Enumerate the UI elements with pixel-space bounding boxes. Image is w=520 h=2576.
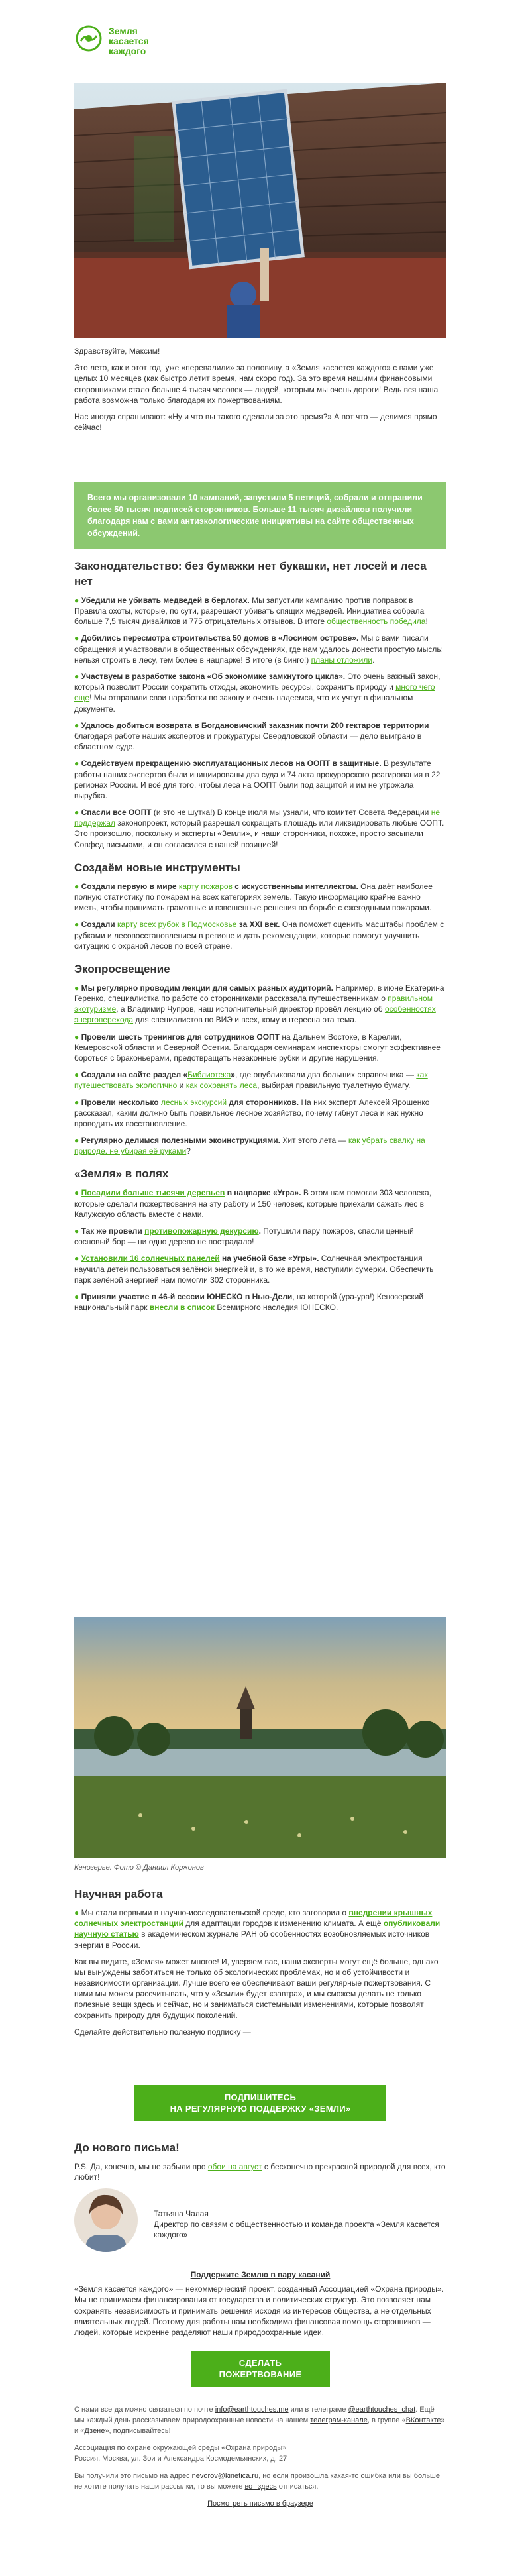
link-telegram-channel[interactable]: телеграм-канале <box>310 2416 368 2424</box>
ps-paragraph: P.S. Да, конечно, мы не забыли про обои на август с бесконечно прекрасной природой для всех, кто любит! <box>74 2161 446 2182</box>
association-address: Россия, Москва, ул. Зои и Александра Космодемьянских, д. 27 <box>74 2454 287 2463</box>
association-name: Ассоциация по охране окружающей среды «Охрана природы» <box>74 2443 287 2452</box>
link-unesco-list[interactable]: внесли в список <box>149 1303 215 1313</box>
link-dzen[interactable]: Дзене <box>84 2426 105 2435</box>
link-public-won[interactable]: общественность победила <box>327 617 426 627</box>
summary-highlight: Всего мы организовали 10 кампаний, запустили 5 петиций, собрали и отправили более 50 тысяч подписей сторонников. Больше 11 тысяч дизайлков получили благодаря нам с вами антиэкологические инициативы на сайте общественных обсуждений. <box>74 482 446 549</box>
link-eco-travel[interactable]: как путешествовать экологично <box>74 1070 428 1091</box>
link-forest-tours[interactable]: лесных экскурсий <box>160 1097 227 1107</box>
intro-question: Нас иногда спрашивают: «Ну и что вы такого сделали за это время?» А вот что — делимся прямо сейчас! <box>74 411 437 433</box>
subscribe-button[interactable]: ПОДПИШИТЕСЬ НА РЕГУЛЯРНУЮ ПОДДЕРЖКУ «ЗЕМЛИ» <box>134 2085 386 2121</box>
photo-caption: Кенозерье. Фото © Даниил Коржонов <box>74 1864 204 1872</box>
list-item: ● Убедили не убивать медведей в берлогах. Мы запустили кампанию против поправок в Правила охоты, которые, по сути, разрешают убивать спящих медведей. Инициатива собрала больше 7,5 тысяч дизайлков и 775 отрицательных отзывов. В итоге общественность победила! <box>74 595 428 627</box>
link-unsubscribe[interactable]: вот здесь <box>244 2482 277 2491</box>
subscribe-prompt: Сделайте действительно полезную подписку — <box>74 2027 251 2037</box>
avatar <box>74 2188 138 2252</box>
section-title-tools: Создаём новые инструменты <box>74 861 240 874</box>
section-title-field: «Земля» в полях <box>74 1167 169 1181</box>
link-science-article[interactable]: опубликовали научную статью <box>74 1919 441 1939</box>
list-item: ● Участвуем в разработке закона «Об экономике замкнутого цикла». Это очень важный закон, который позволит России сократить отходы, экономить ресурсы, сохранить природу и много чего еще! Мы отправили свои наработки по закону и очень надеемся, что их учтут в финальном документе. <box>74 672 441 714</box>
link-ecotourism[interactable]: правильном экотуризме <box>74 994 433 1014</box>
link-logging-map[interactable]: карту всех рубок в Подмосковье <box>117 920 237 930</box>
list-item: ● Создали на сайте раздел «Библиотека», где опубликовали два больших справочника — как путешествовать экологично и как сохранять леса, выбирая правильную туалетную бумагу. <box>74 1070 428 1091</box>
link-energy-transition[interactable]: особенностях энергоперехода <box>74 1004 436 1025</box>
earth-hand-logo-icon <box>74 24 103 53</box>
kenozerye-landscape-image <box>74 1617 446 1858</box>
link-much-more[interactable]: много чего еще <box>74 682 435 703</box>
list-item: ● Создали карту всех рубок в Подмосковье за XXI век. Она поможет оценить масштабы проблем с рубками и лесовосстановлением в регионе и дать рекомендации, которые помогут улучшить ситуацию с охраной лесов по всей стране. <box>74 920 444 951</box>
link-fire-expedition[interactable]: противопожарную декурсию <box>144 1226 259 1236</box>
list-item: ● Приняли участие в 46-й сессии ЮНЕСКО в Нью-Дели, на которой (ура-ура!) Кенозерский национальный парк внесли в список Всемирного наследия ЮНЕСКО. <box>74 1291 424 1313</box>
donate-button[interactable]: СДЕЛАТЬ ПОЖЕРТВОВАНИЕ <box>191 2351 330 2387</box>
link-plans-postponed[interactable]: планы отложили <box>311 655 373 665</box>
signature-name: Татьяна Чалая <box>154 2209 209 2218</box>
link-library[interactable]: Библиотека <box>187 1070 231 1080</box>
email-container <box>74 0 446 2576</box>
greeting: Здравствуйте, Максим! <box>74 347 160 356</box>
intro-paragraph: Это лето, как и этот год, уже «перевалили» за половину, а «Земля касается каждого» с вами уже целых 10 месяцев (как быстро летит время, нам скоро год). За это время нашими финансовыми сторонниками стало больше 4 тысяч человек — людей, которым мы очень дороги! Ведь вся наша работа возможна только благодаря их пожертвованиям. <box>74 363 439 405</box>
brand-logo[interactable] <box>74 20 233 60</box>
link-wallpapers[interactable]: обои на август <box>207 2161 262 2171</box>
footer: С нами всегда можно связаться по почте info@earthtouches.me или в телеграме @earthtouches_chat. Ещё мы каждый день рассказываем природоохранные новости на нашем телеграм-канале, в группе «ВКонтакте» и «Дзене», подписывайтесь! Ассоциация по охране окружающей среды «Охрана природы» Россия, Москва, ул. Зои и Александра Космодемьянских, д. 27 Вы получили это письмо на адрес nevorov@kinetica.ru, но если произошла какая-то ошибка или вы больше не хотите получать наши рассылки, то вы можете вот здесь отписаться. Посмотреть письмо в браузере <box>74 2405 446 2510</box>
link-fire-map[interactable]: карту пожаров <box>178 881 233 891</box>
list-item: ● Мы стали первыми в научно-исследовательской среде, кто заговорил о внедрении крышных солнечных электростанций для адаптации городов к изменению климата. А ещё опубликовали научную статью в академическом журнале РАН об особенностях возобновляемых источников энергии в России. <box>74 1907 441 1950</box>
link-rooftop-solar[interactable]: внедрении крышных солнечных электростанций <box>74 1907 433 1929</box>
link-remove-dump[interactable]: как убрать свалку на природе, не убирая её руками <box>74 1136 425 1156</box>
hero-solar-panel-image <box>74 83 446 338</box>
link-view-in-browser[interactable]: Посмотреть письмо в браузере <box>207 2499 313 2508</box>
list-item: ● Создали первую в мире карту пожаров с искусственным интеллектом. Она даёт наиболее полную статистику по пожарам на всех категориях земель. Такую информацию крайне важно иметь, чтобы принимать грамотные и взвешенные решения по борьбе с ежегодными пожарами. <box>74 881 433 913</box>
list-item: ● Мы регулярно проводим лекции для самых разных аудиторий. Например, в июне Екатерина Геренко, специалистка по работе со сторонниками рассказала путешественникам о правильном экотуризме, а Владимир Чупров, наш исполнительный директор провёл лекцию об особенностях энергоперехода для специалистов по ВИЭ и всех, кому интересна эта тема. <box>74 983 444 1025</box>
signature-role: Директор по связям с общественностью и команда проекта «Земля касается каждого» <box>154 2220 439 2240</box>
section-title-education: Экопросвещение <box>74 962 170 975</box>
list-item: ● Добились пересмотра строительства 50 домов в «Лосином острове». Мы с вами писали обращения и участвовали в общественных обсуждениях, где нам удалось донести простую мысль: нельзя строить в лесу, тем более в нацпарке! В итоге (в бинго!) планы отложили. <box>74 633 444 665</box>
link-solar-panels[interactable]: Установили 16 солнечных панелей <box>81 1254 220 1263</box>
list-item: ● Содействуем прекращению эксплуатационных лесов на ООПТ в защитные. В результате работы наших экспертов были инициированы два суда и 74 акта прокурорского реагирования в 22 регионах России. И всё для того, чтобы леса на ООПТ были под защитой и им не угрожала вырубка. <box>74 759 441 800</box>
link-trees-planted[interactable]: Посадили больше тысячи деревьев <box>81 1188 225 1198</box>
list-item: ● Провели шесть тренингов для сотрудников ООПТ на Дальнем Востоке, в Карелии, Кемеровской области и Северной Осетии. Благодаря семинарам инспекторы смогут эффективнее бороться с браконьерами, предотвращать незаконные рубки и другие нарушения. <box>74 1032 441 1063</box>
list-item: ● Удалось добиться возврата в Богдановичский заказник почти 200 гектаров территории благодаря работе наших экспертов и прокуратуры Свердловской области — дело выиграно в областном суде. <box>74 720 429 752</box>
list-item: ● Так же провели противопожарную декурсию. Потушили пару пожаров, спасли ценный сосновый бор — ни одно дерево не пострадало! <box>74 1226 414 1247</box>
list-item: ● Спасли все ООПТ (и это не шутка!) В конце июля мы узнали, что комитет Совета Федерации не поддержал законопроект, который разрешал сокращать площадь или ликвидировать любые ООПТ. Это произошло, поскольку и эксперты «Земли», и наши сторонники, похоже, просто засыпали Совфед письмами, и он согласился с нашей позицией! <box>74 808 444 849</box>
link-support-earth[interactable]: Поддержите Землю в пару касаний <box>190 2270 331 2279</box>
list-item: ● Посадили больше тысячи деревьев в нацпарке «Угра». В этом нам помогли 303 человека, которые сделали пожертвования на эту работу и 150 человек, которые приехали сажать лес в Калужскую область вместе с нами. <box>74 1188 431 1219</box>
section-title-science: Научная работа <box>74 1888 163 1900</box>
appeal-paragraph: Как вы видите, «Земля» может многое! И, уверяем вас, наши эксперты могут ещё больше, однако мы вынуждены заботиться не только об экологических проблемах, но и об устойчивости и независимости организации. Лучше всего ее обеспечивают ваши регулярные пожертвования. С ними мы можем рассчитывать, что у «Земли» будет «завтра», и мы сможем делать не только полезные вещи здесь и сейчас, но и заниматься системными изменениями, которые позволят сохранить природу для будущих поколений. <box>74 1957 439 2020</box>
link-telegram-chat[interactable]: @earthtouches_chat <box>348 2406 416 2414</box>
section-title-legislation: Законодательство: без бумажки нет букашки, нет лосей и леса нет <box>74 560 427 588</box>
link-save-forests[interactable]: как сохранять леса <box>185 1081 258 1091</box>
section-title-goodbye: До нового письма! <box>74 2141 180 2154</box>
link-email[interactable]: info@earthtouches.me <box>215 2406 289 2414</box>
link-vk[interactable]: ВКонтакте <box>405 2416 441 2424</box>
list-item: ● Установили 16 солнечных панелей на учебной базе «Угры». Солнечная электростанция научила детей пользоваться зелёной энергией и, в то же время, наступили сумерки. Обеспечить парк зелёной энергией нам помогли 302 сторонника. <box>74 1254 434 1285</box>
about-paragraph: «Земля касается каждого» — некоммерческий проект, созданный Ассоциацией «Охрана природы». Мы не принимаем финансирования от государства и политических структур. Это позволяет нам сохранять независимость и принимать решения исходя из интересов общества, а не отдельных влиятельных людей. Поэтому для работы нам необходима финансовая помощь сторонников — людей, которые искренне разделяют наши природоохранные идеи. <box>74 2284 444 2337</box>
link-not-supported[interactable]: не поддержал <box>74 808 441 828</box>
list-item: ● Провели несколько лесных экскурсий для сторонников. На них эксперт Алексей Ярошенко рассказал, каким должно быть правильное лесное хозяйство, почему гибнут леса и как нужно проводить их восстановление. <box>74 1097 430 1128</box>
list-item: ● Регулярно делимся полезными экоинструкциями. Хит этого лета — как убрать свалку на природе, не убирая её руками? <box>74 1136 425 1156</box>
link-recipient-email[interactable]: nevorov@kinetica.ru <box>191 2471 259 2480</box>
brand-name: Земля касается каждого <box>109 26 149 56</box>
